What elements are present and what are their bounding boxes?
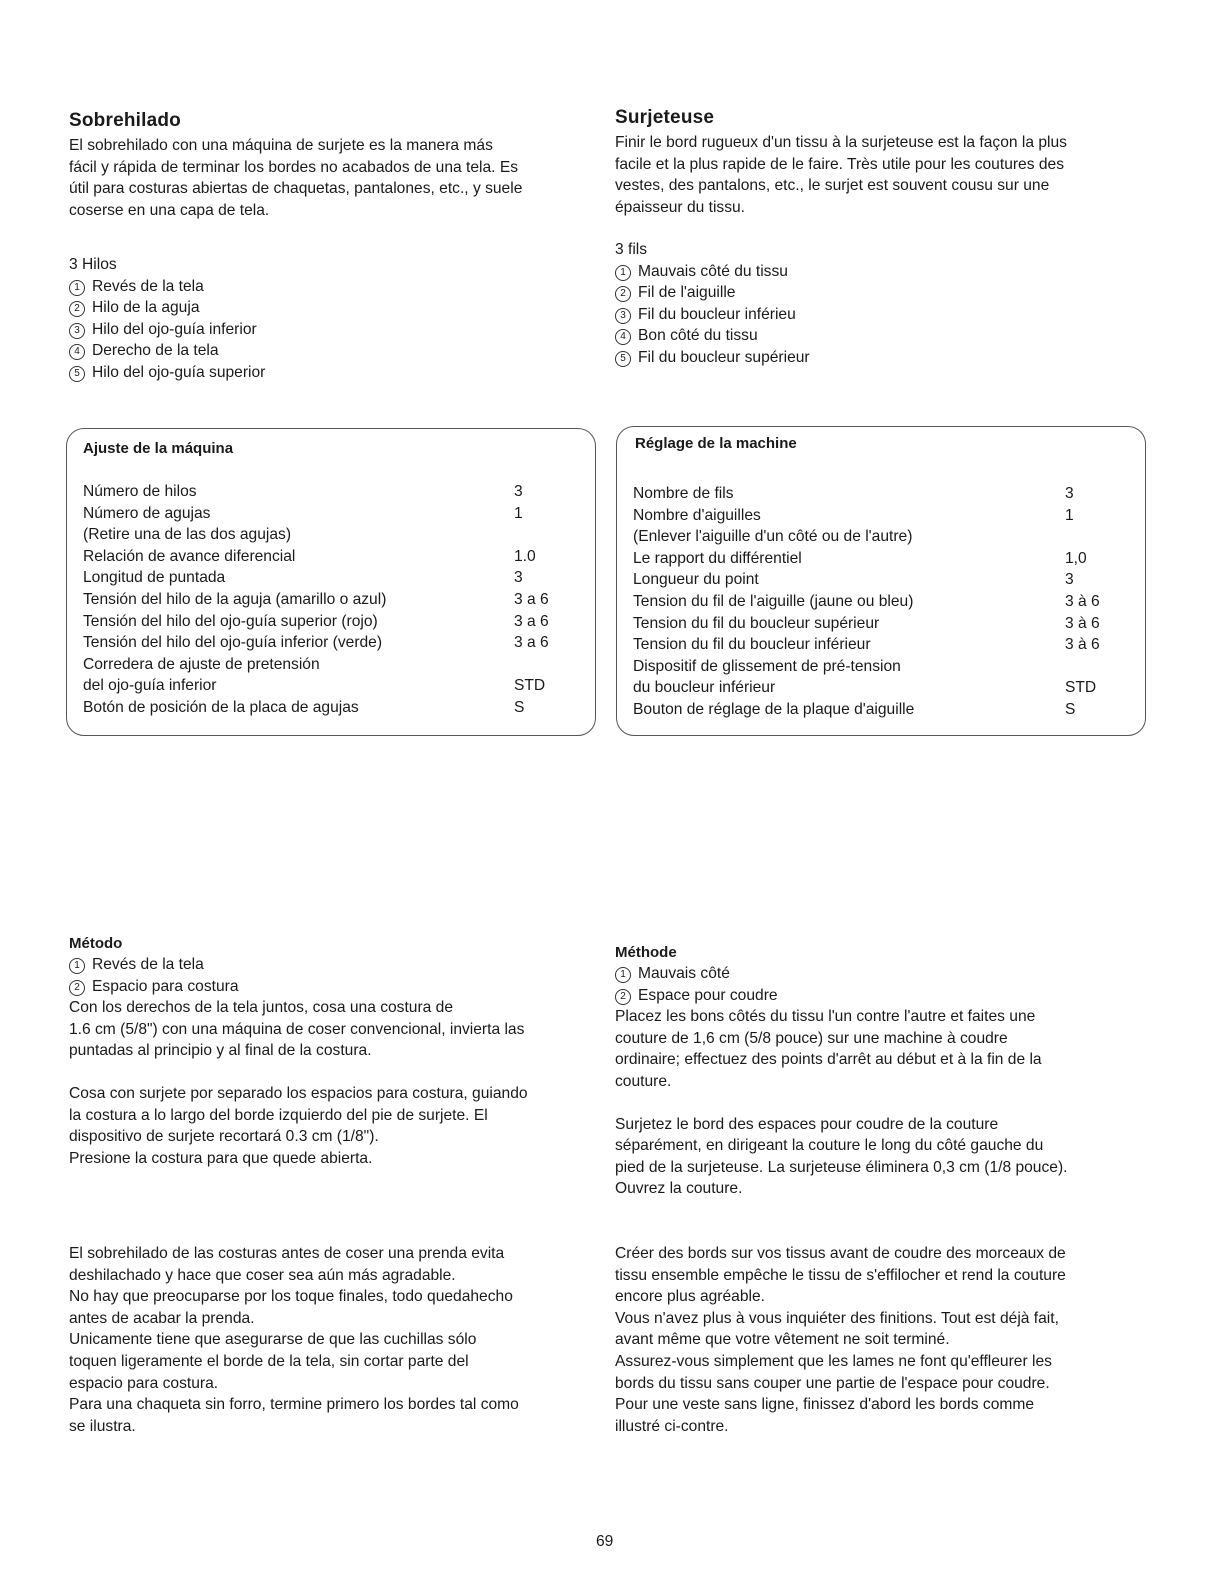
table-value: 3 à 6 (1065, 636, 1100, 654)
table-value: STD (1065, 679, 1097, 697)
list-item: 1 Revés de la tela (69, 276, 265, 298)
es-method-para2: Cosa con surjete por separado los espacios para costura, guiando la costura a lo largo del borde izquierdo del pie de surjete. El dispositivo de surjete recortará 0.3 cm (1/8"). Presione la costura para que quede abierta. (69, 1084, 528, 1167)
es-title: Sobrehilado (69, 110, 181, 131)
table-row: Número de agujas (83, 504, 211, 522)
table-row: Tensión del hilo del ojo-guía inferior (verde) (83, 634, 383, 652)
table-row: Longueur du point (633, 571, 759, 589)
table-row: Tensión del hilo de la aguja (amarillo o azul) (83, 591, 387, 608)
table-row: Tension du fil du boucleur supérieur (633, 614, 880, 632)
table-row: del ojo-guía inferior (83, 677, 217, 695)
table-value: S (514, 699, 525, 716)
fr-settings-box (616, 426, 1146, 736)
table-value: 1 (1065, 506, 1074, 524)
fr-intro: Finir le bord rugueux d'un tissu à la surjeteuse est la façon la plus facile et la plus rapide de le faire. Très utile pour les coutures des vestes, des pantalons, etc., le surjet est souvent cousu sur une épaisseur du tissu. (615, 134, 1067, 216)
es-method-title: Método (69, 935, 123, 952)
table-value: S (1065, 701, 1076, 718)
table-row: Tension du fil du boucleur inférieur (633, 636, 871, 654)
table-value: 1.0 (514, 547, 536, 565)
fr-method (615, 942, 1067, 1200)
table-row: Nombre de fils (633, 485, 734, 502)
table-value: 3 à 6 (1065, 593, 1100, 610)
table-row: Le rapport du différentiel (633, 549, 802, 567)
list-item: 2 Espacio para costura (69, 976, 528, 998)
table-row: Tension du fil de l'aiguille (jaune ou bleu) (633, 593, 914, 610)
list-item: 5 Hilo del ojo-guía superior (69, 362, 265, 384)
table-row: Longitud de puntada (83, 569, 226, 587)
fr-threads-label: 3 fils (615, 241, 648, 258)
list-item: 1 Revés de la tela (69, 954, 528, 976)
table-row: du boucleur inférieur (633, 679, 776, 697)
table-row: Corredera de ajuste de pretensión (83, 655, 320, 673)
table-row: Nombre d'aiguilles (633, 506, 761, 524)
fr-closing: Créer des bords sur vos tissus avant de coudre des morceaux de tissu ensemble empêche le tissu de s'effilocher et rend la couture encore plus agréable. Vous n'avez plus à vous inquiéter des finitions. Tout est déjà fait, avant même que votre vêtement ne soit terminé. Assurez-vous simplement que les lames ne font qu'effleurer les bords du tissu sans couper une partie de l'espace pour coudre. Pour une veste sans ligne, finissez d'abord les bords comme illustré ci-contre. (615, 1245, 1066, 1435)
table-row: (Retire una de las dos agujas) (83, 526, 292, 544)
page-number: 69 (596, 1533, 614, 1550)
es-settings-title: Ajuste de la máquina (83, 440, 234, 457)
fr-method-para2: Surjetez le bord des espaces pour coudre de la couture séparément, en dirigeant la couture le long du côté gauche du pied de la surjeteuse. La surjeteuse éliminera 0,3 cm (1/8 pouce). Ouvrez la couture. (615, 1115, 1068, 1198)
es-threads-label: 3 Hilos (69, 256, 117, 273)
fr-parts-list (615, 239, 810, 369)
fr-method-title: Méthode (615, 944, 677, 961)
table-value: 3 à 6 (1065, 614, 1100, 632)
table-value: 3 a 6 (514, 612, 549, 630)
es-parts-list (69, 254, 265, 384)
list-item: 2 Fil de l'aiguille (615, 282, 810, 304)
table-value: 3 (514, 569, 523, 587)
table-value: STD (514, 677, 546, 695)
es-method-para1: Con los derechos de la tela juntos, cosa una costura de 1.6 cm (5/8") con una máquina de coser convencional, invierta las puntadas al principio y al final de la costura. (69, 999, 525, 1060)
list-item: 3 Fil du boucleur inférieu (615, 304, 810, 326)
list-item: 3 Hilo del ojo-guía inferior (69, 319, 265, 341)
list-item: 5 Fil du boucleur supérieur (615, 347, 810, 369)
list-item: 2 Espace pour coudre (615, 985, 1067, 1007)
es-intro: El sobrehilado con una máquina de surjete es la manera más fácil y rápida de terminar los bordes no acabados de una tela. Es útil para costuras abiertas de chaquetas, pantalones, etc., y suele coserse en una capa de tela. (69, 137, 523, 219)
list-item: 4 Derecho de la tela (69, 340, 265, 362)
table-row: (Enlever l'aiguille d'un côté ou de l'autre) (633, 528, 913, 546)
table-row: Dispositif de glissement de pré-tension (633, 657, 901, 675)
fr-settings-title: Réglage de la machine (635, 435, 797, 452)
fr-method-para1: Placez les bons côtés du tissu l'un contre l'autre et faites une couture de 1,6 cm (5/8 pouce) sur une machine à coudre ordinaire; effectuez des points d'arrêt au début et à la fin de la couture. (615, 1008, 1042, 1090)
table-value: 3 (1065, 485, 1074, 502)
table-row: Bouton de réglage de la plaque d'aiguille (633, 701, 915, 718)
table-value: 3 (1065, 571, 1074, 589)
es-closing: El sobrehilado de las costuras antes de coser una prenda evita deshilachado y hace que coser sea aún más agradable. No hay que preocuparse por los toque finales, todo quedahecho antes de acabar la prenda. Unicamente tiene que asegurarse de que las cuchillas sólo toquen ligeramente el borde de la tela, sin cortar parte del espacio para costura. Para una chaqueta sin forro, termine primero los bordes tal como se ilustra. (69, 1245, 519, 1435)
list-item: 2 Hilo de la aguja (69, 297, 265, 319)
table-value: 1 (514, 504, 523, 522)
es-method (69, 933, 528, 1169)
table-value: 3 (514, 483, 523, 500)
table-row: Relación de avance diferencial (83, 547, 296, 565)
table-row: Número de hilos (83, 483, 197, 500)
table-row: Tensión del hilo del ojo-guía superior (rojo) (83, 612, 378, 630)
table-value: 1,0 (1065, 549, 1087, 567)
table-value: 3 a 6 (514, 591, 549, 608)
table-value: 3 a 6 (514, 634, 549, 652)
list-item: 1 Mauvais côté du tissu (615, 261, 810, 283)
list-item: 1 Mauvais côté (615, 963, 1067, 985)
es-settings-box (66, 428, 596, 736)
list-item: 4 Bon côté du tissu (615, 325, 810, 347)
table-row: Botón de posición de la placa de agujas (83, 699, 359, 716)
fr-title: Surjeteuse (615, 107, 715, 128)
